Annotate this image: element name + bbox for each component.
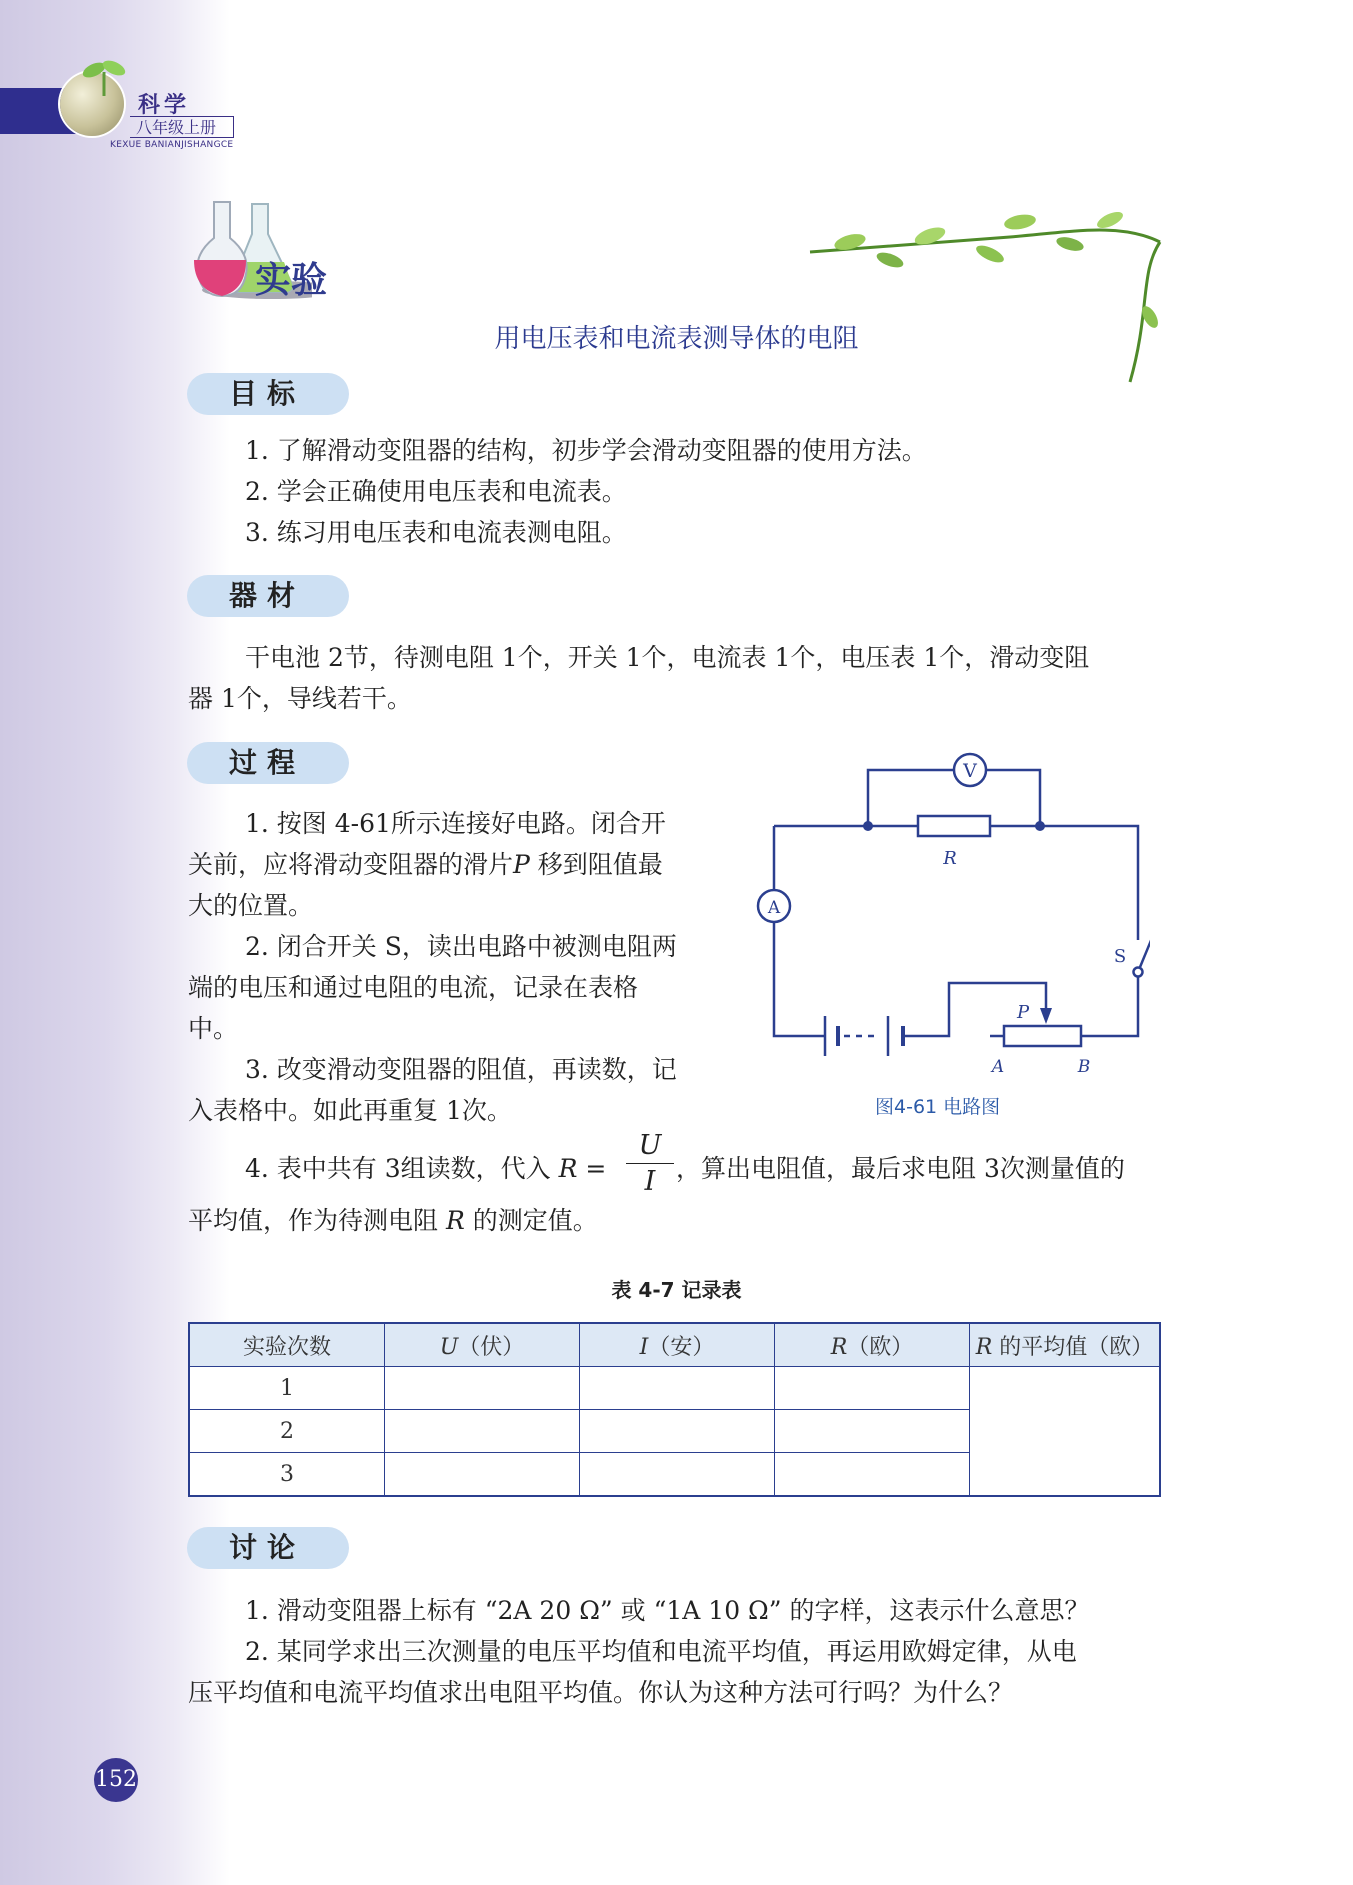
discussion-item-1: 1. 滑动变阻器上标有 “2A 20 Ω” 或 “1A 10 Ω” 的字样，这表示什么意思？ bbox=[245, 1596, 1090, 1625]
table-cell-current bbox=[580, 1453, 775, 1497]
table-cell-resistance bbox=[775, 1453, 970, 1497]
step3-line-1: 3. 改变滑动变阻器的阻值，再读数，记 bbox=[245, 1055, 677, 1084]
table-caption: 表 4-7 记录表 bbox=[611, 1278, 742, 1302]
section-heading-materials: 器材 bbox=[187, 575, 349, 617]
resistor-label: R bbox=[943, 848, 957, 869]
fraction-numerator: U bbox=[638, 1130, 662, 1161]
table-cell-average bbox=[970, 1367, 1161, 1497]
goal-item-1: 1. 了解滑动变阻器的结构，初步学会滑动变阻器的使用方法。 bbox=[245, 436, 927, 465]
battery-icon bbox=[825, 1016, 903, 1056]
table-row-index: 3 bbox=[189, 1453, 385, 1497]
discussion-item-2-line-2: 压平均值和电流平均值求出电阻平均值。你认为这种方法可行吗？为什么？ bbox=[188, 1678, 1014, 1707]
step2-line-3: 中。 bbox=[188, 1014, 239, 1043]
ammeter-label: A bbox=[767, 898, 781, 918]
grade-label: 八年级上册 bbox=[130, 116, 234, 138]
switch-contact-icon bbox=[1134, 968, 1143, 977]
table-cell-current bbox=[580, 1410, 775, 1453]
table-cell-resistance bbox=[775, 1367, 970, 1410]
table-header-resistance: R（欧） bbox=[775, 1323, 970, 1367]
goal-item-2: 2. 学会正确使用电压表和电流表。 bbox=[245, 477, 627, 506]
experiment-label: 实验 bbox=[255, 260, 328, 301]
table-cell-resistance bbox=[775, 1410, 970, 1453]
circuit-diagram bbox=[740, 740, 1150, 1080]
table-cell-current bbox=[580, 1367, 775, 1410]
step1-line-2: 关前，应将滑动变阻器的滑片P 移到阻值最 bbox=[188, 850, 663, 879]
step4-line-1-prefix: 4. 表中共有 3组读数，代入 R = bbox=[245, 1154, 607, 1183]
table-cell-voltage bbox=[385, 1367, 580, 1410]
table-header-average: R 的平均值（欧） bbox=[970, 1323, 1161, 1367]
table-row bbox=[189, 1367, 1160, 1410]
fraction-denominator: I bbox=[644, 1166, 656, 1197]
table-header-row bbox=[189, 1323, 1160, 1367]
rheostat-icon bbox=[1004, 1026, 1081, 1046]
step1-line-1: 1. 按图 4-61所示连接好电路。闭合开 bbox=[245, 809, 666, 838]
ohm-law-fraction bbox=[626, 1130, 674, 1197]
table-row-index: 1 bbox=[189, 1367, 385, 1410]
table-header-trial: 实验次数 bbox=[189, 1323, 385, 1367]
step4-line-2: 平均值，作为待测电阻 R 的测定值。 bbox=[188, 1206, 598, 1235]
resistor-icon bbox=[918, 816, 990, 836]
page-title: 用电压表和电流表测导体的电阻 bbox=[494, 324, 859, 354]
subject-title: 科学 bbox=[138, 93, 191, 118]
rheostat-end-a-label: A bbox=[991, 1057, 1005, 1077]
junction-dot-right bbox=[1035, 821, 1045, 831]
table-cell-voltage bbox=[385, 1410, 580, 1453]
goal-item-3: 3. 练习用电压表和电流表测电阻。 bbox=[245, 518, 627, 547]
slider-arrow-icon bbox=[1040, 1008, 1052, 1024]
discussion-item-2-line-1: 2. 某同学求出三次测量的电压平均值和电流平均值，再运用欧姆定律，从电 bbox=[245, 1637, 1077, 1666]
section-heading-process: 过程 bbox=[187, 742, 349, 784]
figure-caption: 图4-61 电路图 bbox=[875, 1096, 1001, 1118]
materials-line-2: 器 1个，导线若干。 bbox=[188, 684, 412, 713]
slider-label: P bbox=[1016, 1002, 1030, 1023]
step3-line-2: 入表格中。如此再重复 1次。 bbox=[188, 1096, 512, 1125]
section-heading-discussion: 讨论 bbox=[187, 1527, 349, 1569]
step1-line-3: 大的位置。 bbox=[188, 891, 314, 920]
section-heading-goals: 目标 bbox=[187, 373, 349, 415]
table-header-voltage: U（伏） bbox=[385, 1323, 580, 1367]
step2-line-1: 2. 闭合开关 S，读出电路中被测电阻两 bbox=[245, 932, 677, 961]
table-header-current: I（安） bbox=[580, 1323, 775, 1367]
junction-dot-left bbox=[863, 821, 873, 831]
step4-line-1-suffix: ，算出电阻值，最后求电阻 3次测量值的 bbox=[676, 1154, 1125, 1183]
table-row-index: 2 bbox=[189, 1410, 385, 1453]
table-cell-voltage bbox=[385, 1453, 580, 1497]
rheostat-end-b-label: B bbox=[1077, 1057, 1091, 1077]
voltmeter-label: V bbox=[963, 760, 977, 782]
page-number: 152 bbox=[94, 1758, 138, 1802]
switch-label: S bbox=[1113, 946, 1127, 967]
vine-decoration-icon bbox=[800, 212, 1180, 392]
materials-line-1: 干电池 2节，待测电阻 1个，开关 1个，电流表 1个，电压表 1个，滑动变阻 bbox=[245, 643, 1090, 672]
record-table bbox=[188, 1322, 1161, 1497]
step2-line-2: 端的电压和通过电阻的电流，记录在表格 bbox=[188, 973, 639, 1002]
subject-pinyin: KEXUE BANIANJISHANGCE bbox=[110, 140, 234, 150]
sprout-icon bbox=[80, 58, 130, 98]
